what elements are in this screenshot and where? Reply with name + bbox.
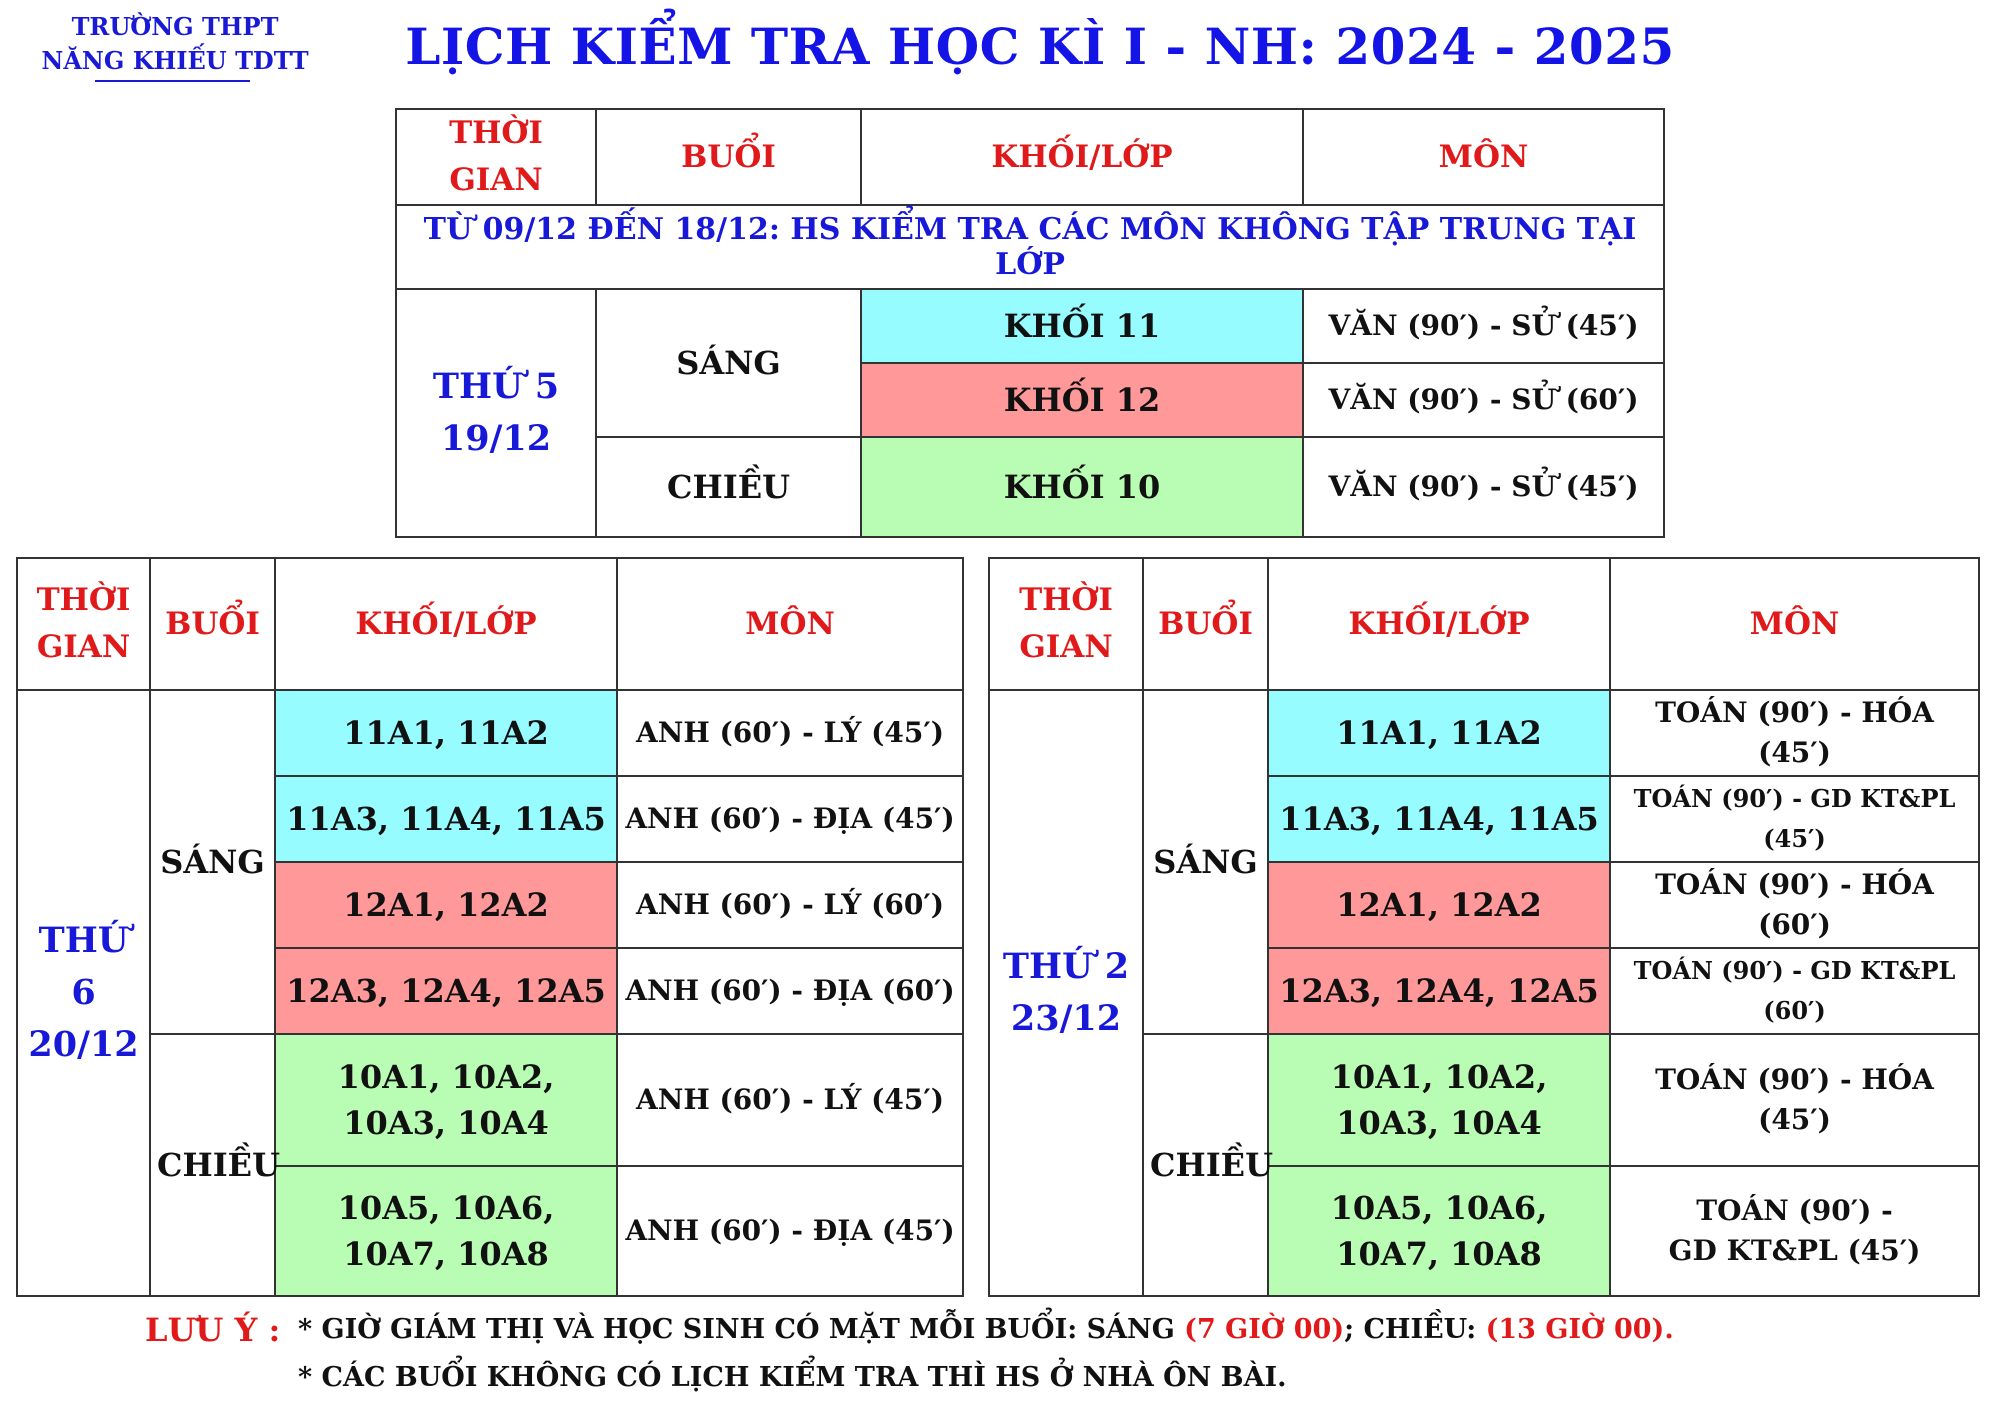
header-subject: MÔN (1610, 558, 1979, 690)
day-date: 19/12 (440, 418, 552, 459)
subject-line1: TOÁN (90′) - (1696, 1194, 1893, 1227)
school-underline (95, 80, 250, 82)
header-grade-class: KHỐI/LỚP (1268, 558, 1610, 690)
note-line-1 (298, 1310, 1674, 1350)
class-cell: 11A1, 11A2 (275, 690, 617, 776)
session-afternoon: CHIỀU (596, 437, 861, 537)
note-morning-time: (7 GIỜ 00) (1184, 1314, 1345, 1345)
class-line1: 10A1, 10A2, (337, 1058, 555, 1096)
day-name: THỨ 5 (432, 366, 560, 407)
session-afternoon: CHIỀU (150, 1034, 275, 1296)
class-cell (1268, 1166, 1610, 1296)
header-grade-class: KHỐI/LỚP (275, 558, 617, 690)
session-morning: SÁNG (150, 690, 275, 1034)
class-cell: KHỐI 10 (861, 437, 1303, 537)
school-name (40, 10, 310, 78)
subject-cell: TOÁN (90′) - GD KT&PL (60′) (1610, 948, 1979, 1034)
header-time (989, 558, 1143, 690)
note-label: LƯU Ý : (145, 1311, 281, 1349)
day-cell (396, 289, 596, 537)
schedule-table-thursday (395, 108, 1665, 538)
header-time-line1: THỜI (1019, 582, 1113, 618)
day-date: 23/12 (1010, 998, 1122, 1039)
subject-cell: VĂN (90′) - SỬ (45′) (1303, 437, 1664, 537)
class-cell (1268, 1034, 1610, 1166)
note-line-1-text-a: * GIỜ GIÁM THỊ VÀ HỌC SINH CÓ MẶT MỖI BUỔI: SÁNG (298, 1314, 1185, 1345)
class-cell (275, 1166, 617, 1296)
class-cell: 11A1, 11A2 (1268, 690, 1610, 776)
class-line1: 10A1, 10A2, (1330, 1058, 1548, 1096)
schedule-table-friday (16, 557, 964, 1297)
class-cell: 11A3, 11A4, 11A5 (275, 776, 617, 862)
subject-cell: VĂN (90′) - SỬ (45′) (1303, 289, 1664, 363)
class-cell: 12A3, 12A4, 12A5 (275, 948, 617, 1034)
subject-cell: ANH (60′) - ĐỊA (45′) (617, 1166, 963, 1296)
note-line-1-text-b: ; CHIỀU: (1344, 1314, 1486, 1345)
page-title: LỊCH KIỂM TRA HỌC KÌ I - NH: 2024 - 2025 (405, 17, 1675, 76)
subject-cell: TOÁN (90′) - HÓA (60′) (1610, 862, 1979, 948)
subject-cell: TOÁN (90′) - GD KT&PL (45′) (1610, 776, 1979, 862)
subject-cell: ANH (60′) - LÝ (60′) (617, 862, 963, 948)
subject-cell (1610, 1166, 1979, 1296)
class-cell (275, 1034, 617, 1166)
header-time (17, 558, 150, 690)
subject-cell: TOÁN (90′) - HÓA (45′) (1610, 690, 1979, 776)
class-line1: 10A5, 10A6, (337, 1189, 555, 1227)
subject-line2: GD KT&PL (45′) (1668, 1234, 1921, 1267)
class-cell: 12A1, 12A2 (275, 862, 617, 948)
header-subject: MÔN (617, 558, 963, 690)
session-morning: SÁNG (596, 289, 861, 437)
subject-cell: ANH (60′) - ĐỊA (45′) (617, 776, 963, 862)
class-line2: 10A3, 10A4 (343, 1104, 549, 1142)
class-cell: 12A1, 12A2 (1268, 862, 1610, 948)
class-cell: 11A3, 11A4, 11A5 (1268, 776, 1610, 862)
subject-cell: TOÁN (90′) - HÓA (45′) (1610, 1034, 1979, 1166)
header-session: BUỔI (1143, 558, 1268, 690)
session-morning: SÁNG (1143, 690, 1268, 1034)
day-name: THỨ 6 (38, 920, 129, 1013)
day-cell (989, 690, 1143, 1296)
header-session: BUỔI (596, 109, 861, 205)
class-cell: 12A3, 12A4, 12A5 (1268, 948, 1610, 1034)
header-time-line1: THỜI (36, 582, 131, 618)
header-subject: MÔN (1303, 109, 1664, 205)
day-cell (17, 690, 150, 1296)
note-line-2: * CÁC BUỔI KHÔNG CÓ LỊCH KIỂM TRA THÌ HS Ở NHÀ ÔN BÀI. (298, 1362, 1287, 1393)
class-cell: KHỐI 11 (861, 289, 1303, 363)
header-time: THỜI GIAN (396, 109, 596, 205)
class-line2: 10A3, 10A4 (1336, 1104, 1542, 1142)
note-afternoon-time: (13 GIỜ 00). (1485, 1314, 1674, 1345)
school-name-line2: NĂNG KHIẾU TDTT (41, 46, 309, 75)
subject-cell: ANH (60′) - ĐỊA (60′) (617, 948, 963, 1034)
header-time-line2: GIAN (36, 629, 131, 665)
day-name: THỨ 2 (1002, 946, 1130, 987)
class-cell: KHỐI 12 (861, 363, 1303, 437)
notice-row: TỪ 09/12 ĐẾN 18/12: HS KIỂM TRA CÁC MÔN KHÔNG TẬP TRUNG TẠI LỚP (396, 205, 1664, 289)
school-name-line1: TRƯỜNG THPT (71, 12, 279, 41)
day-date: 20/12 (28, 1024, 139, 1065)
schedule-table-monday (988, 557, 1980, 1297)
class-line1: 10A5, 10A6, (1330, 1189, 1548, 1227)
subject-cell: ANH (60′) - LÝ (45′) (617, 690, 963, 776)
subject-cell: VĂN (90′) - SỬ (60′) (1303, 363, 1664, 437)
subject-cell: ANH (60′) - LÝ (45′) (617, 1034, 963, 1166)
header-time-line2: GIAN (1019, 629, 1113, 665)
session-afternoon: CHIỀU (1143, 1034, 1268, 1296)
class-line2: 10A7, 10A8 (1336, 1235, 1542, 1273)
class-line2: 10A7, 10A8 (343, 1235, 549, 1273)
header-session: BUỔI (150, 558, 275, 690)
header-grade-class: KHỐI/LỚP (861, 109, 1303, 205)
